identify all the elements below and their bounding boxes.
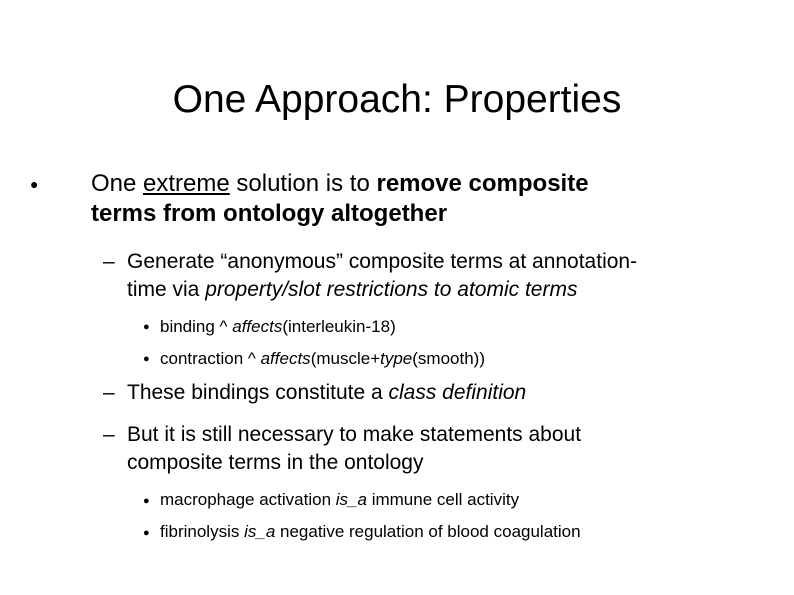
bullet-disc-icon: ●: [143, 495, 150, 507]
sub-point-generate: Generate “anonymous” composite terms at annotation- time via property/slot restrictions to atomic terms: [127, 250, 638, 301]
example-contraction: contraction ^ affects(muscle+type(smooth)): [160, 349, 485, 368]
bullet-dash-icon: –: [103, 381, 115, 404]
main-point: One extreme solution is to remove composite terms from ontology altogether: [91, 170, 589, 227]
bullet-disc-icon: ●: [143, 353, 150, 365]
example-binding: binding ^ affects(interleukin-18): [160, 317, 396, 336]
bullet-disc-icon: ●: [143, 527, 150, 539]
sub-point-class-definition: These bindings constitute a class definition: [127, 381, 527, 404]
example-macrophage: macrophage activation is_a immune cell activity: [160, 490, 520, 509]
bullet-dash-icon: –: [103, 423, 115, 446]
slide-title: One Approach: Properties: [172, 78, 622, 121]
sub-point-still-necessary: But it is still necessary to make statements about composite terms in the ontology: [127, 423, 582, 474]
example-fibrinolysis: fibrinolysis is_a negative regulation of blood coagulation: [160, 522, 581, 541]
bullet-disc-icon: ●: [143, 321, 150, 333]
bullet-disc-icon: ●: [30, 176, 39, 192]
bullet-dash-icon: –: [103, 250, 115, 273]
